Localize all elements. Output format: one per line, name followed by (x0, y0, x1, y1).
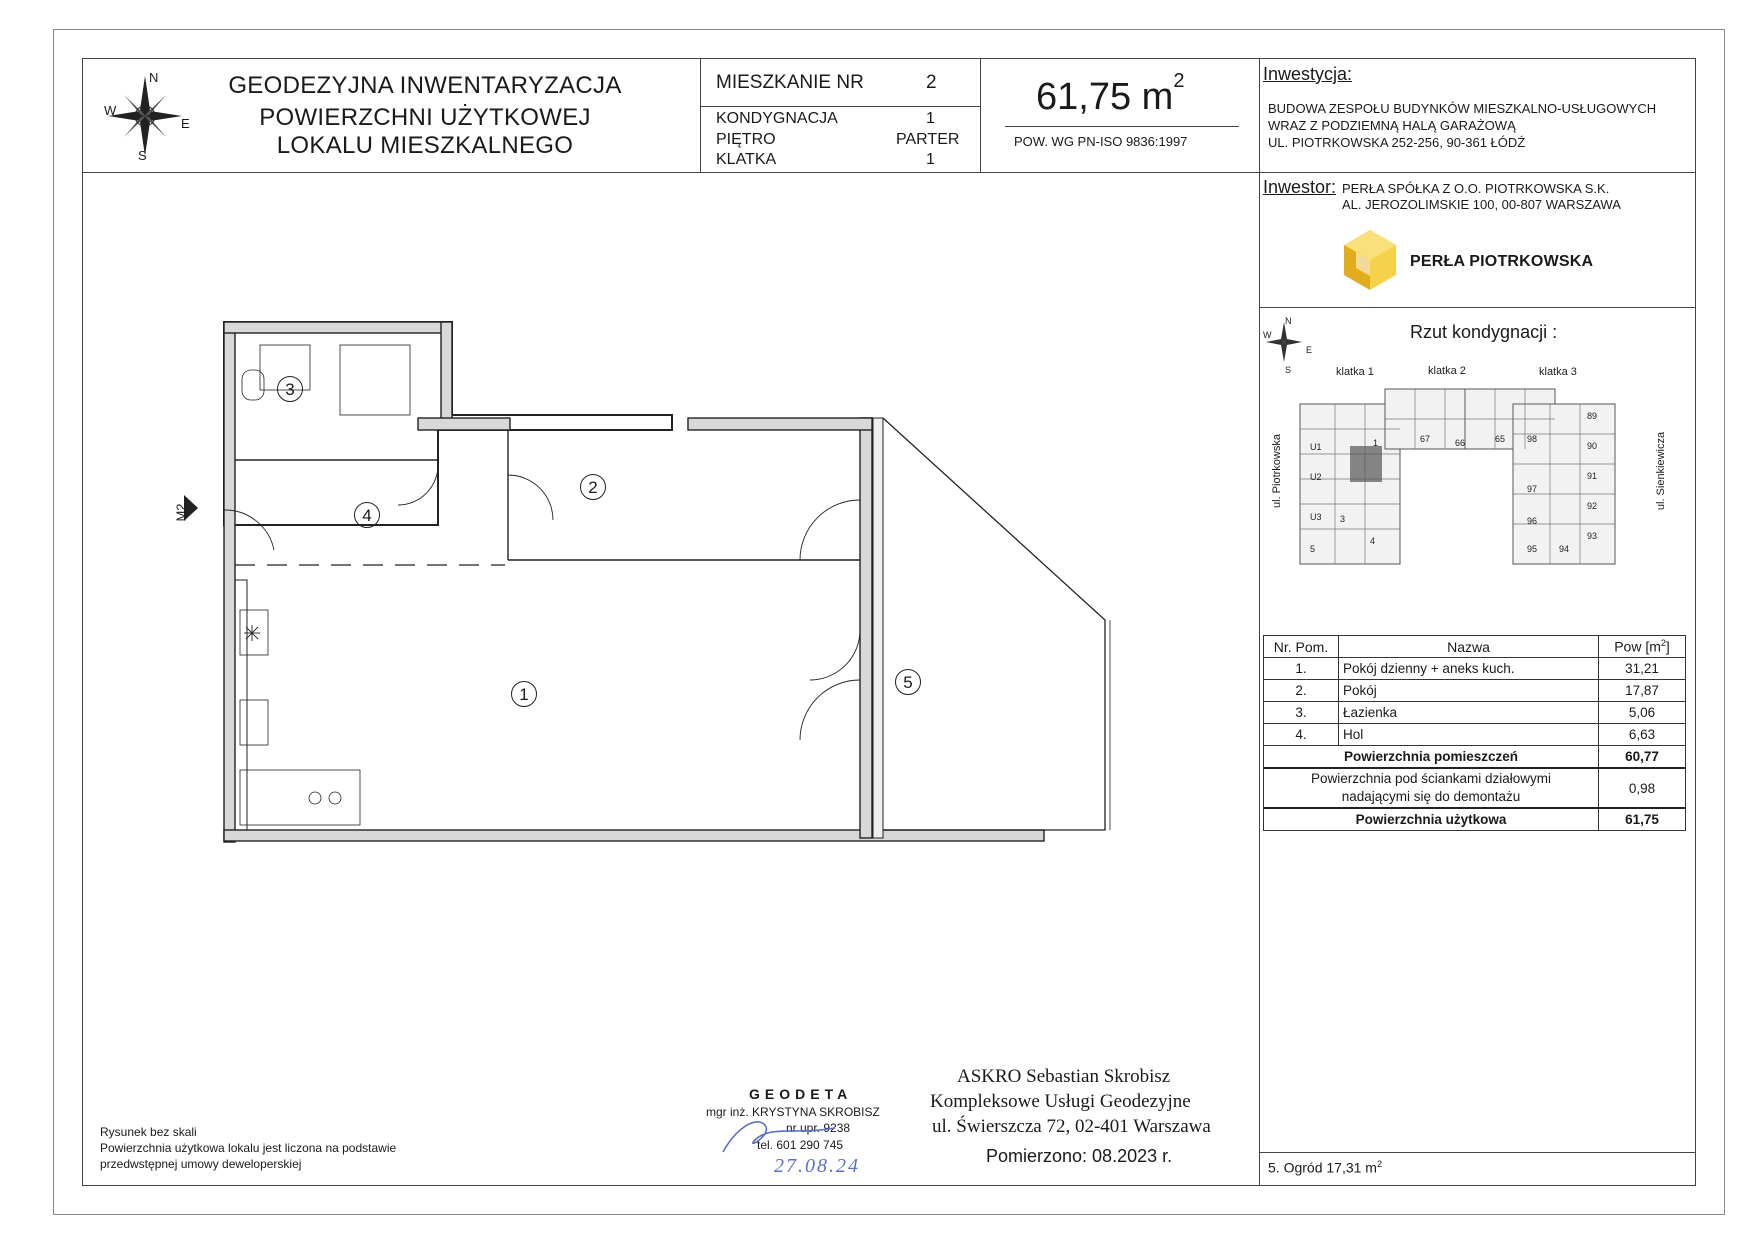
klatka-value: 1 (926, 151, 935, 168)
investor-line1: PERŁA SPÓŁKA Z O.O. PIOTRKOWSKA S.K. (1342, 181, 1610, 196)
svg-text:97: 97 (1527, 484, 1538, 494)
table-sum-row (1264, 746, 1686, 769)
stamp-line-1: mgr inż. KRYSTYNA SKROBISZ (706, 1105, 880, 1119)
svg-text:3: 3 (1340, 514, 1346, 524)
company-line-2: Kompleksowe Usługi Geodezyjne (930, 1091, 1191, 1112)
walls-label (1264, 768, 1599, 808)
row-nr: 4. (1264, 724, 1339, 746)
svg-text:65: 65 (1495, 434, 1506, 444)
area-underline (1005, 126, 1239, 127)
svg-text:92: 92 (1587, 501, 1598, 511)
row-area: 31,21 (1599, 658, 1686, 680)
apartment-floor-plan (180, 310, 1180, 950)
table-header-row (1264, 636, 1686, 658)
svg-text:1: 1 (1373, 438, 1379, 448)
table-row (1264, 658, 1686, 680)
header-area-close: ] (1665, 638, 1670, 655)
row-name: Łazienka (1339, 702, 1599, 724)
pietro-label: PIĘTRO (716, 131, 776, 148)
svg-text:U2: U2 (1310, 472, 1322, 482)
divider-area-block (980, 58, 981, 172)
apartment-nr-label: MIESZKANIE NR (716, 72, 864, 93)
header-nr: Nr. Pom. (1264, 636, 1339, 658)
header-area-text: Pow [m (1614, 638, 1661, 655)
row-nr: 2. (1264, 680, 1339, 702)
room-3-label: 3 (277, 376, 303, 402)
compass-n: N (149, 70, 159, 85)
divider-title-block (700, 58, 701, 172)
svg-text:91: 91 (1587, 471, 1598, 481)
floorplan-heading: Rzut kondygnacji : (1410, 322, 1558, 342)
entrance-label: M2 (173, 503, 189, 522)
mini-compass-icon (1262, 318, 1306, 366)
investor-line2: AL. JEROZOLIMSKIE 100, 00-807 WARSZAWA (1342, 197, 1621, 212)
table-row (1264, 702, 1686, 724)
measured-date: Pomierzono: 08.2023 r. (986, 1146, 1173, 1166)
mini-compass-w: W (1263, 330, 1272, 340)
kondygnacja-value: 1 (926, 110, 935, 127)
mini-compass-s: S (1285, 365, 1292, 375)
mini-compass-n: N (1285, 316, 1292, 326)
stamp-line-3: tel. 601 290 745 (757, 1138, 844, 1152)
walls-label-2: nadającymi się do demontażu (1341, 789, 1521, 804)
usable-value: 61,75 (1599, 808, 1686, 831)
investment-label: Inwestycja: (1263, 64, 1353, 84)
room-1-label: 1 (511, 681, 537, 707)
sum-rooms-value: 60,77 (1599, 746, 1686, 769)
klatka-1-label: klatka 1 (1336, 366, 1374, 378)
svg-text:90: 90 (1587, 441, 1598, 451)
apartment-nr-value: 2 (926, 72, 937, 93)
row-name: Hol (1339, 724, 1599, 746)
room-2-label: 2 (580, 474, 606, 500)
street-right-label: ul. Sienkiewicza (1655, 431, 1668, 511)
svg-text:4: 4 (1370, 536, 1376, 546)
title-line-2: POWIERZCHNI UŻYTKOWEJ (259, 104, 591, 131)
walls-label-1: Powierzchnia pod ściankami działowymi (1310, 771, 1552, 786)
svg-text:94: 94 (1559, 544, 1570, 554)
room-5-label: 5 (895, 669, 921, 695)
sum-rooms-label: Powierzchnia pomieszczeń (1264, 746, 1599, 769)
svg-text:5: 5 (1310, 544, 1316, 554)
svg-text:93: 93 (1587, 531, 1598, 541)
table-usable-row (1264, 808, 1686, 831)
street-left-label: ul. Piotrkowska (1270, 434, 1283, 508)
klatka-2-label: klatka 2 (1428, 365, 1466, 377)
svg-text:98: 98 (1527, 434, 1538, 444)
kondygnacja-label: KONDYGNACJA (716, 110, 838, 127)
divider-right-footer (1259, 1152, 1696, 1153)
room-4-label: 4 (354, 502, 380, 528)
svg-text:67: 67 (1420, 434, 1431, 444)
klatka-3-label: klatka 3 (1539, 366, 1577, 378)
company-line-3: ul. Świerszcza 72, 02-401 Warszawa (932, 1116, 1211, 1137)
room-area-table (1263, 635, 1686, 831)
garden-text: 5. Ogród 17,31 m (1268, 1159, 1377, 1176)
header-area-sup: 2 (1660, 638, 1666, 649)
divider-right-panel (1259, 58, 1260, 1186)
svg-text:96: 96 (1527, 516, 1538, 526)
svg-text:66: 66 (1455, 438, 1466, 448)
signature-icon (715, 1110, 845, 1160)
title-line-3: LOKALU MIESZKALNEGO (276, 132, 574, 159)
compass-w: W (104, 103, 117, 118)
svg-text:U1: U1 (1310, 442, 1322, 452)
header-name: Nazwa (1339, 636, 1599, 658)
apartment-divider (700, 106, 980, 107)
compass-e: E (181, 116, 190, 131)
usable-label: Powierzchnia użytkowa (1264, 808, 1599, 831)
row-nr: 1. (1264, 658, 1339, 680)
investment-line3: UL. PIOTRKOWSKA 252-256, 90-361 ŁÓDŹ (1268, 135, 1526, 150)
mini-compass-e: E (1306, 345, 1313, 355)
title-line-1: GEODEZYJNA INWENTARYZACJA (228, 72, 622, 99)
compass-s: S (138, 148, 147, 163)
logo-text: PERŁA PIOTRKOWSKA (1410, 253, 1594, 270)
row-area: 5,06 (1599, 702, 1686, 724)
investment-line2: WRAZ Z PODZIEMNĄ HALĄ GARAŻOWĄ (1268, 118, 1516, 133)
svg-text:95: 95 (1527, 544, 1538, 554)
svg-text:U3: U3 (1310, 512, 1322, 522)
area-standard: POW. WG PN-ISO 9836:1997 (1014, 134, 1188, 149)
table-row (1264, 680, 1686, 702)
investor-label: Inwestor: (1263, 177, 1337, 197)
perla-logo-icon (1340, 228, 1400, 294)
table-walls-row (1264, 768, 1686, 808)
row-name: Pokój dzienny + aneks kuch. (1339, 658, 1599, 680)
divider-right-floorplan (1259, 307, 1696, 308)
table-row (1264, 724, 1686, 746)
row-area: 17,87 (1599, 680, 1686, 702)
note-line-1: Rysunek bez skali (100, 1125, 197, 1139)
note-line-3: przedwstępnej umowy deweloperskiej (100, 1157, 302, 1171)
stamp-title: GEODETA (749, 1086, 853, 1102)
company-line-1: ASKRO Sebastian Skrobisz (957, 1066, 1171, 1087)
klatka-label: KLATKA (716, 151, 777, 168)
garden-note (1268, 1159, 1382, 1176)
row-nr: 3. (1264, 702, 1339, 724)
investment-line1: BUDOWA ZESPOŁU BUDYNKÓW MIESZKALNO-USŁUGOWYCH (1268, 101, 1657, 116)
header-divider (82, 172, 1259, 173)
handwritten-date: 27.08.24 (774, 1155, 860, 1177)
stamp-line-2: nr upr. 9238 (786, 1121, 851, 1135)
header-area (1599, 636, 1686, 658)
total-area-sup: 2 (1173, 70, 1185, 92)
building-overview-plan (1295, 384, 1625, 584)
pietro-value: PARTER (896, 131, 960, 148)
note-line-2: Powierzchnia użytkowa lokalu jest liczona na podstawie (100, 1141, 397, 1155)
total-area (1036, 70, 1184, 119)
total-area-value: 61,75 m (1036, 76, 1174, 118)
divider-right-investor (1259, 172, 1696, 173)
row-area: 6,63 (1599, 724, 1686, 746)
walls-value: 0,98 (1599, 768, 1686, 808)
row-name: Pokój (1339, 680, 1599, 702)
garden-sup: 2 (1376, 1159, 1382, 1169)
svg-text:89: 89 (1587, 411, 1598, 421)
